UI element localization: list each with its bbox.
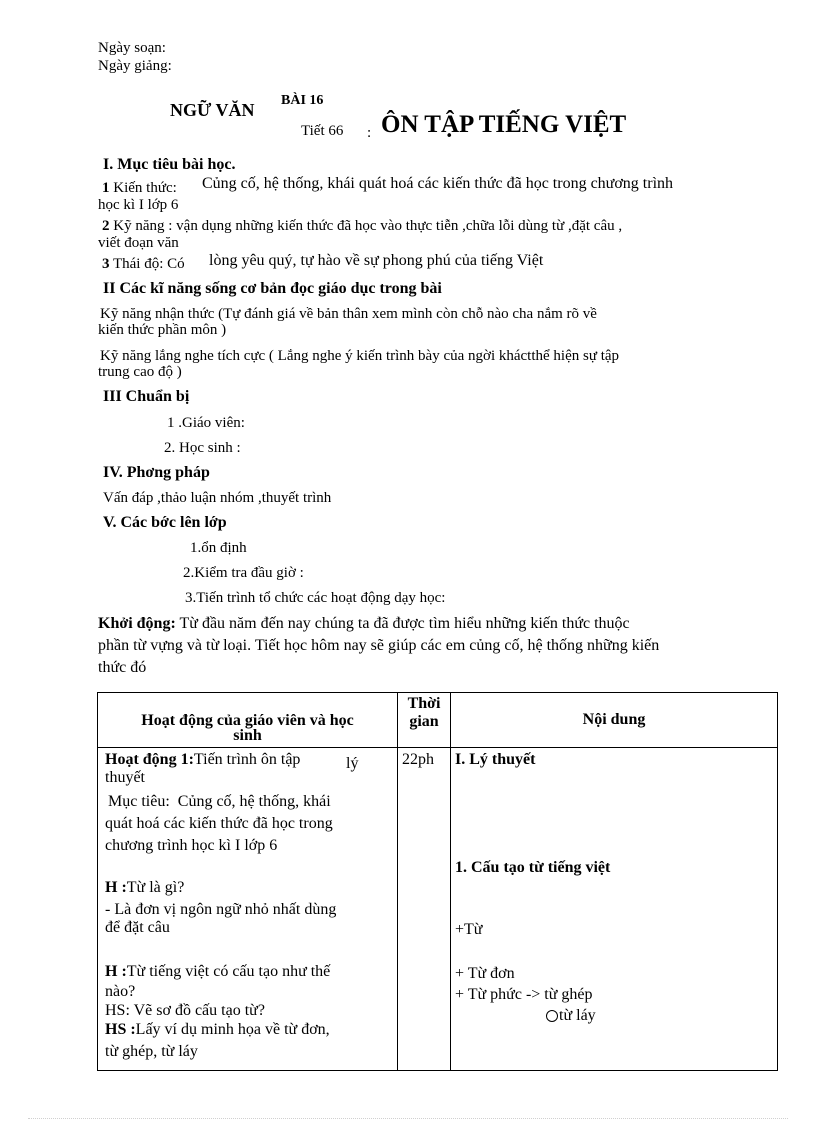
question1-label: H :	[105, 879, 127, 896]
step-check: 2.Kiểm tra đầu giờ :	[183, 565, 304, 581]
table-row	[98, 748, 778, 1071]
header-activity-line1: Hoạt động của giáo viên và học	[141, 712, 354, 729]
prep-date-label: Ngày soạn:	[98, 40, 166, 56]
goal-line2: quát hoá các kiến thức đã học trong	[105, 815, 333, 832]
attitude-label: Thái độ: Có	[112, 256, 185, 272]
question2-label: H :	[105, 963, 127, 980]
time-value: 22ph	[402, 751, 434, 768]
section-objectives-heading: I. Mục tiêu bài học.	[103, 156, 236, 173]
section-life-skills-heading: II Các kĩ năng sống cơ bản đọc giáo dục trong bài	[103, 280, 442, 297]
time-cell	[398, 748, 451, 1071]
skill-cognitive-line1: Kỹ năng nhận thức (Tự đánh giá về bản thân xem mình còn chỗ nào cha nắm rõ về	[100, 306, 597, 322]
objective-number-2: 2	[102, 218, 110, 234]
content-cell	[451, 748, 778, 1071]
activity-label: Hoạt động 1:	[105, 751, 194, 768]
page-title: ÔN TẬP TIẾNG VIỆT	[381, 111, 627, 138]
compound-word-item: + Từ phức -> từ ghép	[455, 986, 593, 1003]
goal-line3: chương trình học kì I lớp 6	[105, 837, 278, 854]
table-header-row	[98, 693, 778, 748]
skill-cognitive-line2: kiến thức phần môn )	[98, 322, 227, 338]
attitude-text: lòng yêu quý, tự hào về sự phong phú của tiếng Việt	[209, 252, 544, 269]
period-label: Tiết 66	[301, 123, 344, 139]
header-activity	[98, 693, 398, 748]
theory-heading: I. Lý thuyết	[455, 751, 536, 768]
page-bottom-divider	[28, 1118, 788, 1119]
header-time	[398, 693, 451, 748]
question2-text: Từ tiếng việt có cấu tạo như thế	[126, 963, 331, 980]
skill-listening-line2: trung cao độ )	[98, 364, 182, 380]
header-content: Nội dung	[451, 693, 778, 748]
warmup-label: Khởi động:	[98, 615, 176, 632]
section-steps-heading: V. Các bớc lên lớp	[103, 514, 227, 531]
title-colon: :	[367, 125, 372, 141]
word-structure-heading: 1. Cấu tạo từ tiếng việt	[455, 859, 611, 876]
skill-listening-line1: Kỹ năng lắng nghe tích cực ( Lắng nghe ý kiến trình bày của ngời kháctthể hiện sự tập	[100, 348, 620, 364]
teaching-date-label: Ngày giảng:	[98, 58, 172, 74]
lesson-number: BÀI 16	[281, 93, 324, 108]
header-time-line2: gian	[409, 713, 439, 730]
activity-text: Tiến trình ôn tập	[193, 751, 301, 768]
skill-objective-text: Kỹ năng : vận dụng những kiến thức đã học vào thực tiễn ,chữa lỗi dùng từ ,đặt câu ,	[113, 218, 623, 234]
answer1-line2: để đặt câu	[105, 919, 170, 936]
activity-cell	[98, 748, 398, 1071]
warmup-line2: phần từ vựng và từ loại. Tiết học hôm nay sẽ giúp các em củng cố, hệ thống những kiến	[98, 637, 660, 654]
method-text: Vấn đáp ,thảo luận nhóm ,thuyết trình	[103, 490, 332, 506]
header-time-line1: Thời	[407, 695, 441, 712]
circle-bullet-icon	[546, 1010, 558, 1022]
simple-word-item: + Từ đơn	[455, 965, 515, 982]
objective-number-1: 1	[102, 180, 110, 196]
answer1-line1: - Là đơn vị ngôn ngữ nhỏ nhất dùng	[105, 901, 337, 918]
goal-text: Củng cố, hệ thống, khái	[177, 793, 331, 810]
section-preparation-heading: III Chuẩn bị	[103, 388, 190, 405]
step-process: 3.Tiến trình tổ chức các hoạt động dạy học:	[185, 590, 446, 606]
objective-number-3: 3	[102, 256, 110, 272]
step-stabilize: 1.ổn định	[190, 540, 247, 556]
prep-student: 2. Học sinh :	[164, 440, 241, 456]
warmup-line1: Từ đầu năm đến nay chúng ta đã được tìm hiểu những kiến thức thuộc	[179, 615, 630, 632]
skill-objective-cont: viết đoạn văn	[98, 235, 179, 251]
lesson-activity-table	[97, 692, 778, 1071]
warmup-line3: thức đó	[98, 659, 147, 676]
student-task2-label: HS :	[105, 1021, 136, 1038]
prep-teacher: 1 .Giáo viên:	[167, 415, 245, 431]
knowledge-label: Kiến thức:	[113, 180, 177, 196]
header-activity-line2: sinh	[233, 727, 262, 744]
word-item: +Từ	[455, 921, 483, 938]
activity-ly: lý	[346, 755, 359, 772]
knowledge-text-cont: học kì I lớp 6	[98, 197, 179, 213]
student-task2-cont: từ ghép, từ láy	[105, 1043, 198, 1060]
subject-label: NGỮ VĂN	[170, 100, 255, 120]
activity-text-cont: thuyết	[105, 769, 145, 786]
section-method-heading: IV. Phơng pháp	[103, 464, 210, 481]
question2-cont: nào?	[105, 983, 136, 1000]
student-task2-text: Lấy ví dụ minh họa về từ đơn,	[135, 1021, 330, 1038]
reduplicative-word-item: từ láy	[559, 1007, 596, 1024]
question1-text: Từ là gì?	[126, 879, 185, 896]
knowledge-text: Củng cố, hệ thống, khái quát hoá các kiến thức đã học trong chương trình	[202, 175, 674, 192]
student-task1: HS: Vẽ sơ đồ cấu tạo từ?	[105, 1002, 265, 1019]
goal-label: Mục tiêu:	[108, 793, 170, 810]
